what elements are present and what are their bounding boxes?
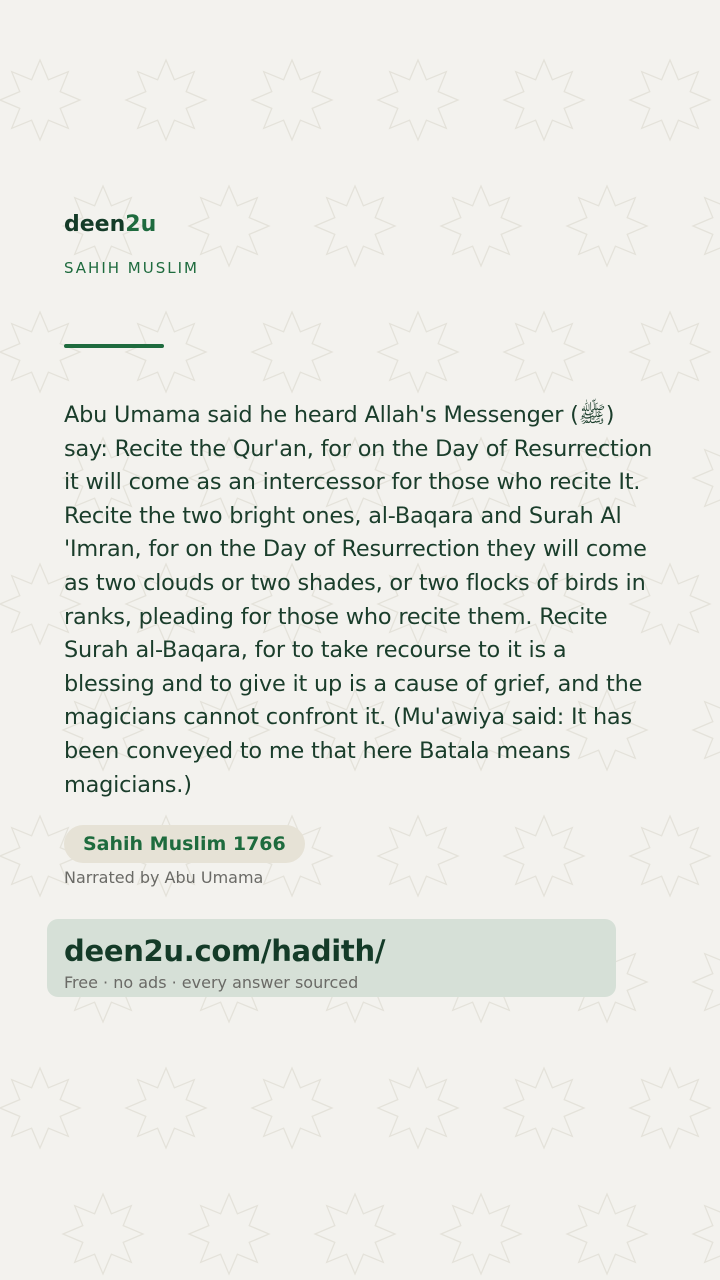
cta-card[interactable] — [47, 919, 616, 997]
collection-label: SAHIH MUSLIM — [64, 259, 199, 277]
hadith-text: Abu Umama said he heard Allah's Messenger (ﷺ) say: Recite the Qur'an, for on the Day of Resurrection it will come as an intercessor for those who recite It. Recite the two bright ones, al-Baqara and Surah Al 'Imran, for on the Day of Resurrection they will come as two clouds or two shades, or two flocks of birds in ranks, pleading for those who recite them. Recite Surah al-Baqara, for to take recourse to it is a blessing and to give it up is a cause of grief, and the magicians cannot confront it. (Mu'awiya said: It has been conveyed to me that here Batala means magicians.) — [64, 402, 653, 798]
reference-badge: Sahih Muslim 1766 — [64, 825, 305, 863]
brand-name: deen — [64, 212, 126, 237]
narrator-text: Narrated by Abu Umama — [64, 868, 264, 887]
divider — [64, 344, 164, 348]
brand-name-accent: 2u — [125, 212, 157, 237]
cta-tagline: Free · no ads · every answer sourced — [64, 973, 359, 992]
brand-logo — [64, 210, 156, 240]
cta-url-link[interactable]: deen2u.com/hadith/ — [64, 934, 386, 968]
